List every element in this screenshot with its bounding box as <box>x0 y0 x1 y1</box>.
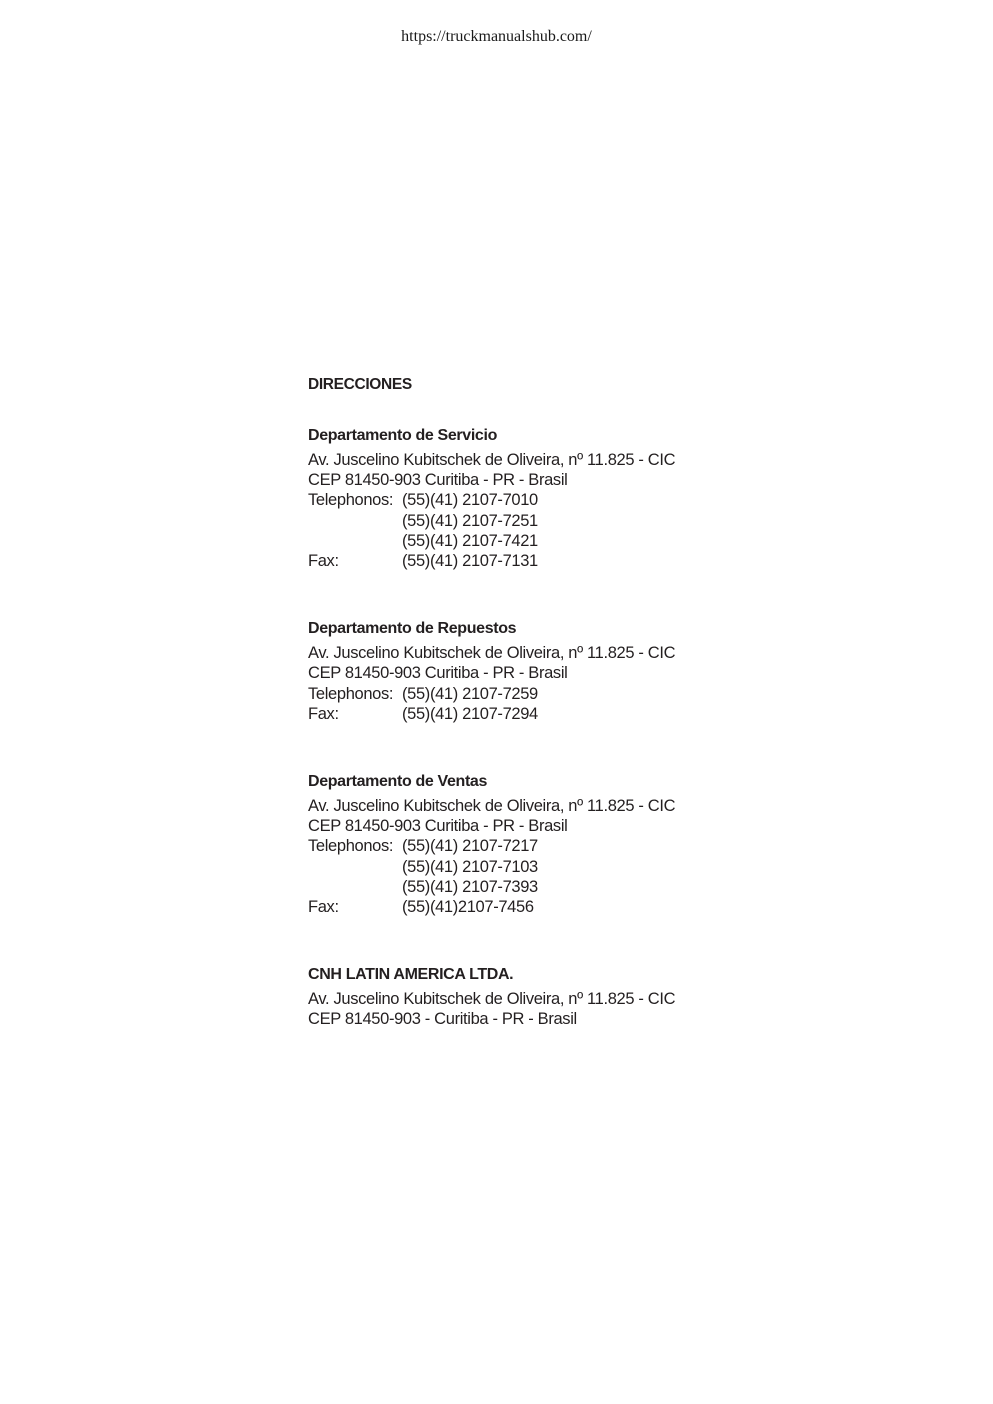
section-servicio <box>308 425 758 571</box>
fax-label: Fax: <box>308 552 339 571</box>
phone-number: (55)(41) 2107-7010 <box>402 491 538 510</box>
document-body <box>308 374 758 1030</box>
fax-number: (55)(41) 2107-7294 <box>402 704 538 723</box>
fax-row <box>308 897 758 917</box>
phone-number: (55)(41) 2107-7259 <box>402 684 538 703</box>
address-line: Av. Juscelino Kubitschek de Oliveira, nº 11.825 - CIC <box>308 990 676 1009</box>
phone-row <box>308 857 758 877</box>
fax-label: Fax: <box>308 898 339 917</box>
header-url[interactable]: https://truckmanualshub.com/ <box>401 28 592 45</box>
address-line: Av. Juscelino Kubitschek de Oliveira, nº 11.825 - CIC <box>308 644 676 663</box>
fax-number: (55)(41)2107-7456 <box>402 898 534 917</box>
phone-number: (55)(41) 2107-7217 <box>402 837 538 856</box>
phone-row <box>308 836 758 856</box>
phone-label: Telephonos: <box>308 684 394 703</box>
phone-label: Telephonos: <box>308 837 394 856</box>
fax-number: (55)(41) 2107-7131 <box>402 552 538 571</box>
phone-row <box>308 490 758 510</box>
section-cnh <box>308 964 758 1029</box>
section-heading: Departamento de Repuestos <box>308 620 517 638</box>
phone-row <box>308 877 758 897</box>
phone-row <box>308 684 758 704</box>
section-heading: Departamento de Servicio <box>308 427 497 444</box>
address-line: CEP 81450-903 Curitiba - PR - Brasil <box>308 664 568 683</box>
section-heading: CNH LATIN AMERICA LTDA. <box>308 966 514 984</box>
address-line: Av. Juscelino Kubitschek de Oliveira, nº 11.825 - CIC <box>308 451 676 469</box>
fax-row <box>308 551 758 571</box>
address-line: Av. Juscelino Kubitschek de Oliveira, nº 11.825 - CIC <box>308 797 676 816</box>
phone-number: (55)(41) 2107-7251 <box>402 511 538 530</box>
phone-number: (55)(41) 2107-7421 <box>402 531 538 550</box>
section-repuestos <box>308 618 758 724</box>
fax-row <box>308 704 758 724</box>
phone-number: (55)(41) 2107-7393 <box>402 877 538 896</box>
address-line: CEP 81450-903 Curitiba - PR - Brasil <box>308 817 568 836</box>
phone-row <box>308 511 758 531</box>
phone-number: (55)(41) 2107-7103 <box>402 857 538 876</box>
section-ventas <box>308 771 758 917</box>
address-line: CEP 81450-903 Curitiba - PR - Brasil <box>308 471 568 490</box>
phone-label: Telephonos: <box>308 491 394 510</box>
phone-row <box>308 531 758 551</box>
page-title: DIRECCIONES <box>308 376 412 393</box>
fax-label: Fax: <box>308 704 339 723</box>
address-line: CEP 81450-903 - Curitiba - PR - Brasil <box>308 1010 577 1029</box>
section-heading: Departamento de Ventas <box>308 773 488 791</box>
